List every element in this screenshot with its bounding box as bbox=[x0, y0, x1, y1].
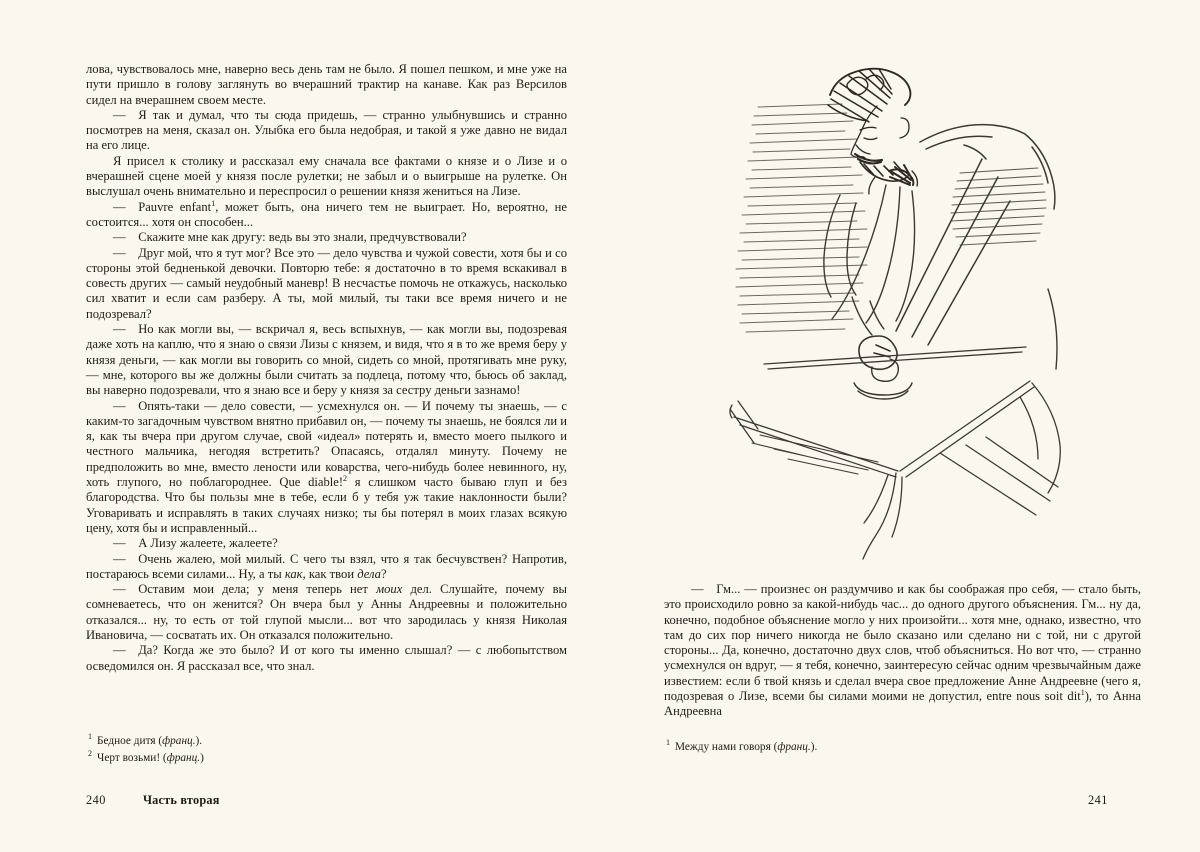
paragraph bbox=[86, 62, 567, 108]
footnote-reference: 2 bbox=[343, 473, 348, 483]
paragraph-text: Я присел к столику и рассказал ему сначала все фактами о князе и о Лизе и о вчерашней сцене моей у князя после рулетки; не забыл и о выигрыше на рулетке. Он выслушал очень внимательно и переспросил о решении князя жениться на Лизе. bbox=[86, 153, 567, 199]
footnote-lang: франц. bbox=[777, 741, 811, 753]
paragraph-text: ), то Анна Андреевна bbox=[664, 689, 1141, 719]
paragraph-text: — Оставим мои дела; у меня теперь нет bbox=[113, 582, 377, 597]
paragraph bbox=[86, 246, 567, 322]
right-page-footnotes bbox=[664, 739, 1141, 756]
footnote bbox=[664, 739, 1141, 756]
paragraph-text: — Но как могли вы, — вскричал я, весь вспыхнув, — как могли вы, подозревая даже хоть на каплю, что я знаю о связи Лизы с князем, и видя, что я в то же время беру у князя деньги, — как могли вы говорить со мной, сидеть со мной, протягивать мне руку, — мне, которого вы же должны были считать за подлеца, потому что, бьюсь об заклад, вы наверно подозревали, что я знаю все и беру у князя за сестру деньги зазнамо! bbox=[86, 322, 567, 398]
footnote-reference: 1 bbox=[1080, 687, 1085, 697]
footnote-lang: франц. bbox=[162, 735, 196, 747]
paragraph bbox=[86, 230, 567, 245]
italic-word: моих bbox=[376, 582, 403, 597]
page-number: 240 bbox=[86, 793, 106, 807]
right-page-footer bbox=[1088, 793, 1108, 808]
paragraph-text: — Скажите мне как другу: ведь вы это знали, предчувствовали? bbox=[113, 230, 467, 245]
paragraph-text: — А Лизу жалеете, жалеете? bbox=[113, 536, 278, 551]
footnote-text: ) bbox=[200, 752, 204, 764]
paragraph bbox=[86, 108, 567, 154]
left-page-footnotes bbox=[86, 733, 567, 767]
footnote bbox=[86, 750, 567, 767]
paragraph-text: , как твои bbox=[302, 566, 358, 581]
page-number: 241 bbox=[1088, 793, 1108, 807]
left-page-footer bbox=[86, 793, 220, 808]
footnote bbox=[86, 733, 567, 750]
section-title: Часть вторая bbox=[142, 793, 220, 807]
paragraph-text: , может быть, она ничего тем не выиграет. Но, вероятно, не состоится... хотя он способен... bbox=[86, 199, 567, 229]
paragraph bbox=[86, 399, 567, 537]
paragraph-text: — Очень жалею, мой милый. С чего ты взял, что я так бесчувствен? Напротив, постараюсь всеми силами... Ну, а ты bbox=[86, 551, 567, 581]
paragraph-text: — Pauvre enfant bbox=[113, 199, 212, 214]
footnote-text: Черт возьми! ( bbox=[97, 752, 167, 764]
paragraph-text: — Опять-таки — дело совести, — усмехнулся он. — И почему ты знаешь, — с каким-то загадочным чувством внятно прибавил он, — почему ты знаешь, не боялся ли и я, как ты вчера при другом случае, свой «идеал» потерять и, вместо моего пылкого и честного мальчика, негодяя встретить? Опасаясь, отдалял минуту. Почему не предположить во мне, вместо лености или коварства, чего-нибудь более невинного, ну, хоть глупого, но поблагороднее. Que diable! bbox=[86, 398, 567, 490]
paragraph bbox=[86, 582, 567, 643]
right-page-text bbox=[664, 582, 1141, 720]
footnote-marker: 1 bbox=[666, 738, 670, 748]
figure-hand-and-glass bbox=[854, 336, 912, 399]
footnote-reference: 1 bbox=[211, 198, 216, 208]
paragraph-text: лова, чувствовалось мне, наверно весь день там не было. Я пошел пешком, и мне уже на пути пришло в голову заглянуть во вчерашний трактир на канаве. Как раз Версилов сидел на вчерашнем своем месте. bbox=[86, 62, 567, 107]
footnote-text: ). bbox=[195, 735, 203, 747]
italic-word: дела bbox=[357, 566, 381, 581]
table-sketch bbox=[730, 347, 1060, 559]
paragraph bbox=[86, 322, 567, 398]
paragraph-text: — Друг мой, что я тут мог? Все это — дело чувства и чужой совести, хотя бы и со стороны этой бедненькой девочки. Повторю тебе: я достаточно в то время вскакивал в совесть других — самый неудобный маневр! В несчастье помочь не откажусь, насколько сил хватит и если сам разберу. А ты, мой милый, ты таки все время ничего и не подозревал? bbox=[86, 245, 567, 321]
paragraph bbox=[86, 536, 567, 551]
footnote-lang: франц. bbox=[166, 752, 201, 764]
footnote-marker: 1 bbox=[88, 732, 92, 742]
paragraph bbox=[86, 200, 567, 231]
paragraph-text: — Я так и думал, что ты сюда придешь, — странно улыбнувшись и странно посмотрев на меня, сказал он. Улыбка его была недобрая, и такой я уже давно не видал на его лице. bbox=[86, 107, 567, 153]
footnote-marker: 2 bbox=[88, 749, 92, 759]
footnote-text: Между нами говоря ( bbox=[675, 741, 778, 753]
paragraph-text: — Да? Когда же это было? И от кого ты именно слышал? — с любопытством осведомился он. Я рассказал все, что знал. bbox=[86, 643, 567, 673]
paragraph bbox=[86, 643, 567, 674]
footnote-text: Бедное дитя ( bbox=[97, 735, 163, 747]
italic-word: как bbox=[284, 566, 303, 581]
paragraph bbox=[664, 582, 1141, 720]
paragraph bbox=[86, 154, 567, 200]
paragraph bbox=[86, 552, 567, 583]
footnote-text: ). bbox=[810, 741, 818, 753]
illustration-man-at-table bbox=[680, 45, 1150, 580]
paragraph-text: дел. Слушайте, почему вы сомневаетесь, что он женится? Он вчера был у Анны Андреевны и положительно отказался... ну, то есть от той глупой мысли... вот что зародилась у князя Николая Ивановича, — сосватать их. Он отказался положительно. bbox=[86, 582, 568, 642]
left-page-text bbox=[86, 62, 567, 674]
paragraph-text: я слишком часто бываю глуп и без благородства. Что бы пользы мне в тебе, если б у тебя уж такие наклонности были? Уговаривать и исправлять в таких случаях низко; ты бы потерял в моих глазах всякую цену, хотя бы и исправленный... bbox=[86, 475, 567, 535]
paragraph-text: — Гм... — произнес он раздумчиво и как бы соображая про себя, — стало быть, это происходило ровно за какой-нибудь час... до одного другого объяснения. Гм... ну да, конечно, подобное объяснение могло у них произойти... хотя мне, однако, известно, что там до сих пор ничего никогда не было сказано или сделано ни с той, ни с другой стороны... Да, конечно, достаточно двух слов, чтоб объясниться. Но вот что, — странно усмехнулся он вдруг, — я тебя, конечно, заинтересую сейчас одним чрезвычайным даже известием: если б твой князь и сделал вчера свое предложение Анне Андреевне (чего я, подозревая о Лизе, всеми бы силами моими не допустил, entre nous soit dit bbox=[664, 582, 1141, 704]
paragraph-text: ? bbox=[380, 566, 387, 581]
